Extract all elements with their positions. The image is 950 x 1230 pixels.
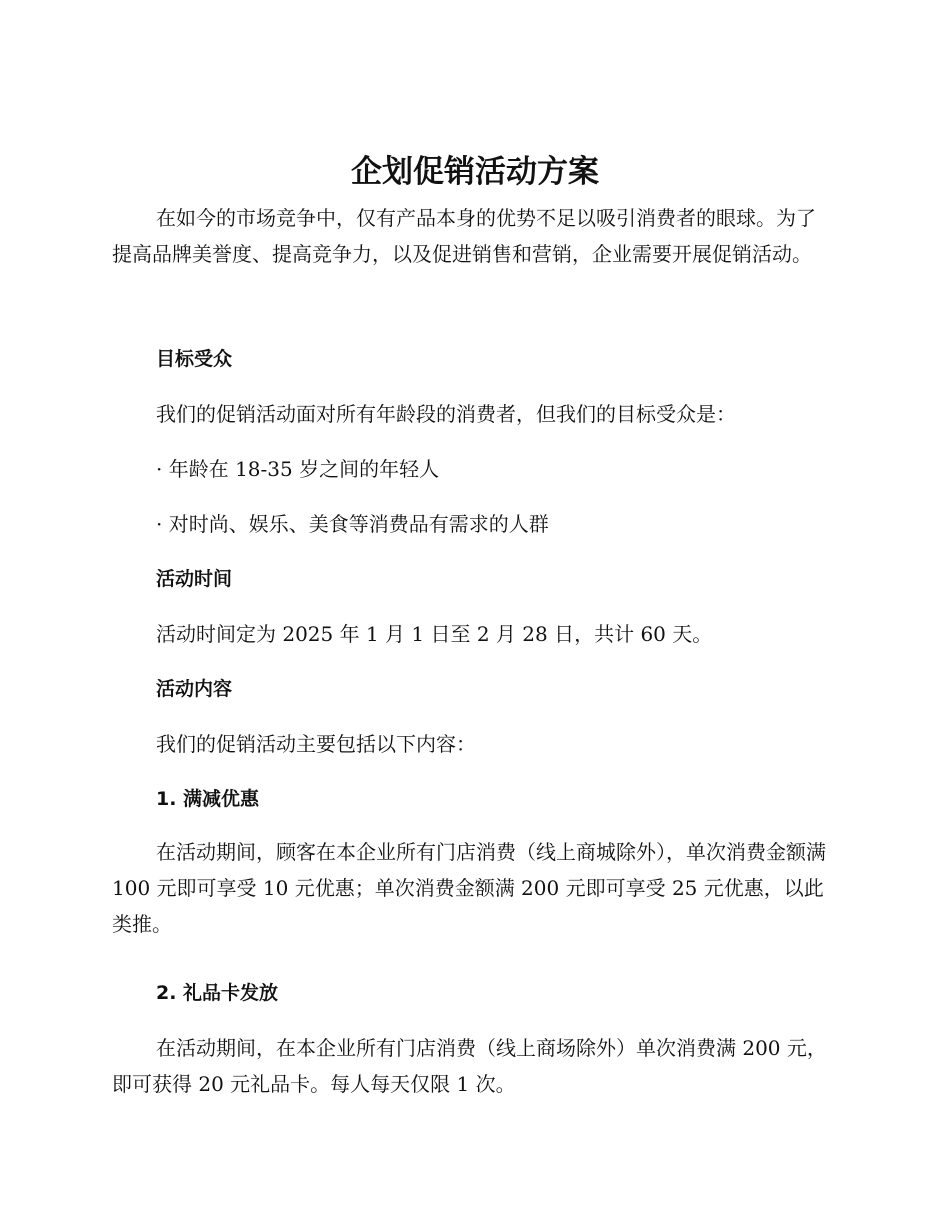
time-paragraph: 活动时间定为 2025 年 1 月 1 日至 2 月 28 日，共计 60 天。 — [156, 622, 713, 646]
intro-paragraph: 在如今的市场竞争中，仅有产品本身的优势不足以吸引消费者的眼球。为了提高品牌美誉度、提高竞争力，以及促进销售和营销，企业需要开展促销活动。 — [112, 206, 816, 266]
section-heading-time: 活动时间 — [156, 568, 233, 590]
content-paragraph: 我们的促销活动主要包括以下内容： — [156, 732, 476, 756]
audience-paragraph: 我们的促销活动面对所有年龄段的消费者，但我们的目标受众是： — [156, 402, 736, 426]
audience-bullet: · 对时尚、娱乐、美食等消费品有需求的人群 — [156, 512, 549, 536]
subsection-heading-discount: 1. 满减优惠 — [156, 788, 260, 810]
gift-card-paragraph: 在活动期间，在本企业所有门店消费（线上商场除外）单次消费满 200 元，即可获得 20 元礼品卡。每人每天仅限 1 次。 — [112, 1036, 827, 1096]
subsection-heading-gift-card: 2. 礼品卡发放 — [156, 982, 279, 1004]
document-title: 企划促销活动方案 — [351, 154, 599, 190]
section-heading-audience: 目标受众 — [156, 348, 233, 370]
discount-paragraph: 在活动期间，顾客在本企业所有门店消费（线上商城除外），单次消费金额满 100 元即可享受 10 元优惠；单次消费金额满 200 元即可享受 25 元优惠，以此类推。 — [112, 840, 826, 936]
section-heading-content: 活动内容 — [156, 678, 233, 700]
audience-bullet: · 年龄在 18-35 岁之间的年轻人 — [156, 457, 440, 481]
